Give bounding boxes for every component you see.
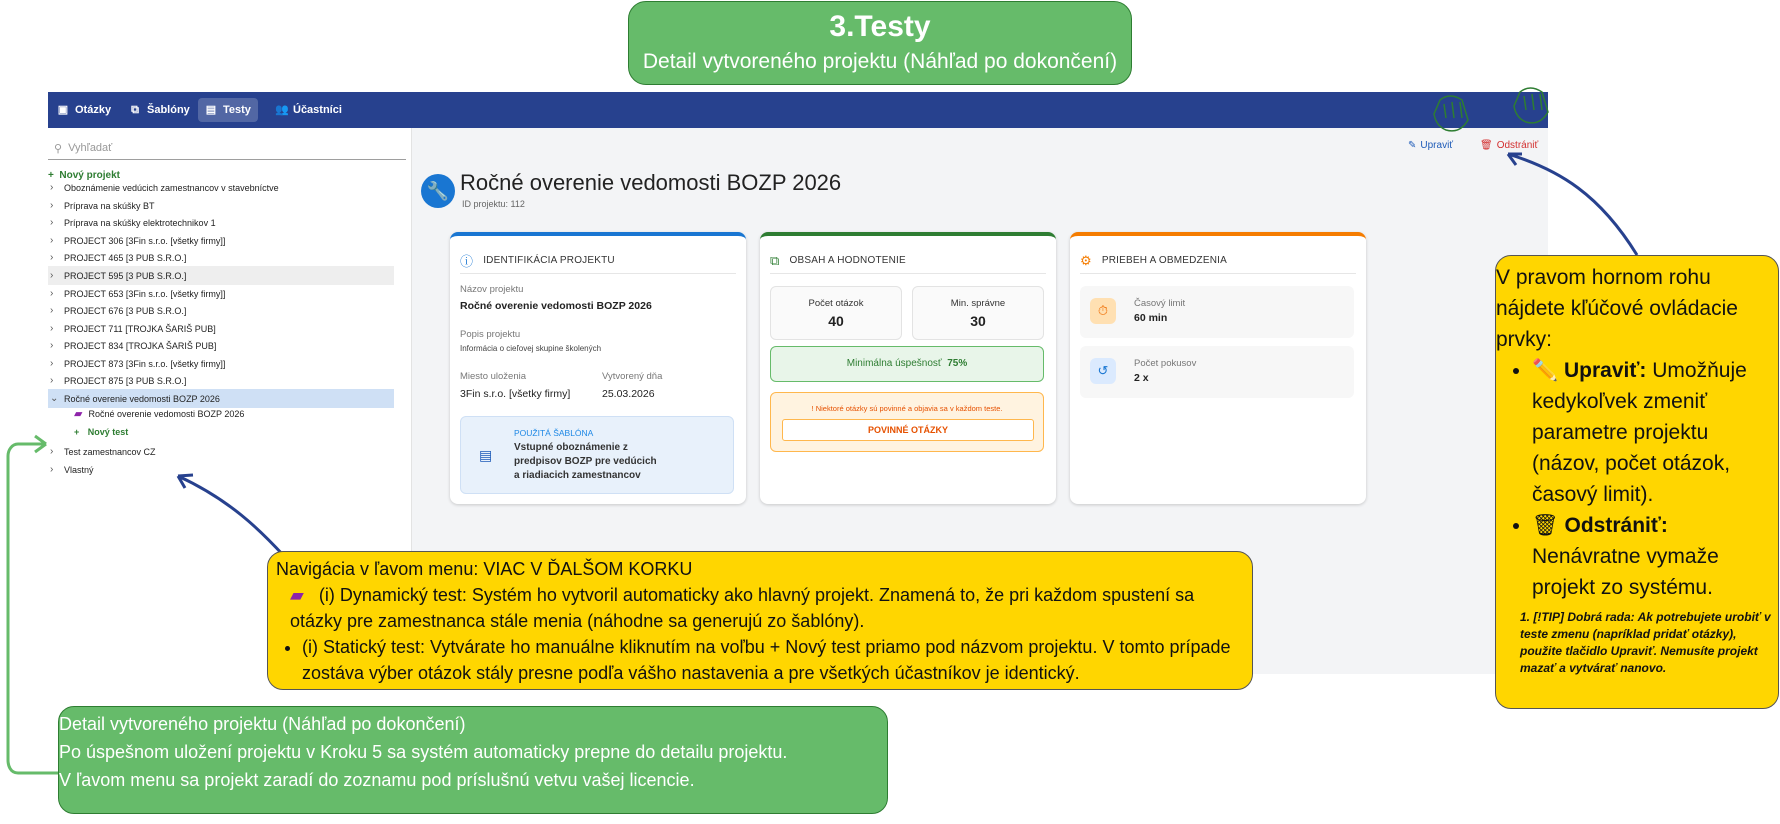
callout-tip: 1. [!TIP] Dobrá rada: Ak potrebujete urobiť v teste zmenu (napríklad pridať otázky), použite tlačidlo Upraviť. Nemusíte projekt mazať a vytvárať nanovo. <box>1520 610 1771 675</box>
card-heading <box>770 248 1046 274</box>
search-icon: ⚲ <box>54 143 63 155</box>
question-count-label: Počet otázok <box>808 298 864 309</box>
callout-detail <box>58 706 888 814</box>
chevron-right-icon: › <box>50 446 54 457</box>
sidebar-item-label: PROJECT 873 [3Fin s.r.o. [všetky firmy]] <box>64 358 226 369</box>
callout-detail-line: V ľavom menu sa projekt zaradí do zoznamu pod príslušnú vetvu vašej licencie. <box>59 770 695 790</box>
sidebar-item-label: Príprava na skúšky BT <box>64 200 155 211</box>
sidebar-item-label: PROJECT 711 [TROJKA ŠARIŠ PUB] <box>64 323 216 334</box>
sidebar-sub-test-label: Ročné overenie vedomosti BOZP 2026 <box>88 408 245 419</box>
card-project-identification <box>450 232 746 504</box>
search-placeholder: Vyhľadať <box>68 142 113 154</box>
name-value: Ročné overenie vedomosti BOZP 2026 <box>460 300 652 312</box>
chevron-right-icon: › <box>50 182 54 193</box>
plus-icon: + <box>74 427 82 437</box>
plus-icon: + <box>48 170 60 181</box>
chevron-down-icon: ⌄ <box>50 393 59 404</box>
new-test-label: Nový test <box>87 427 129 437</box>
sidebar-item-label: PROJECT 676 [3 PUB S.R.O.] <box>64 305 187 316</box>
min-correct-value: 30 <box>970 313 986 329</box>
nav-item-questions[interactable] <box>50 98 118 122</box>
nav-item-label: Účastníci <box>293 104 342 116</box>
mandatory-warning-box <box>770 392 1044 452</box>
warning-text: ! Niektoré otázky sú povinné a objavia sa v každom teste. <box>811 404 1003 413</box>
callout-navigation <box>267 551 1253 690</box>
sidebar-item[interactable] <box>48 266 394 285</box>
card-heading-label: PRIEBEH A OBMEDZENIA <box>1101 255 1228 266</box>
card-heading <box>460 248 736 274</box>
callout-detail-line: Detail vytvoreného projektu (Náhľad po dokončení) <box>59 714 466 734</box>
project-id: ID projektu: 112 <box>462 199 525 209</box>
delete-label: Odstrániť <box>1496 140 1539 151</box>
sidebar-item[interactable] <box>48 371 394 390</box>
sidebar-item[interactable] <box>48 248 394 267</box>
card-heading-label: IDENTIFIKÁCIA PROJEKTU <box>483 255 615 266</box>
chevron-right-icon: › <box>50 358 54 369</box>
sidebar-item-label: PROJECT 595 [3 PUB S.R.O.] <box>64 270 187 281</box>
timer-icon: ⏱ <box>1090 298 1116 324</box>
gear-icon: ⚙ <box>1080 252 1092 268</box>
nav-item-tests[interactable] <box>198 98 258 122</box>
sidebar-item[interactable] <box>48 336 394 355</box>
callout-tip-text: [!TIP] Dobrá rada: Ak potrebujete urobiť v teste zmenu (napríklad pridať otázky), použite tlačidlo Upraviť. Nemusíte projekt mazať a vytvárať nanovo. <box>1520 610 1771 675</box>
arrowhead <box>35 436 46 452</box>
new-project-label: Nový projekt <box>59 170 120 181</box>
success-rate-label: Minimálna úspešnosť <box>846 358 942 369</box>
min-correct-label: Min. správne <box>950 298 1006 309</box>
trash-icon: 🗑 <box>1532 514 1559 537</box>
callout-item-edit <box>1532 355 1778 510</box>
time-limit-label: Časový limit <box>1134 298 1186 309</box>
sidebar-item-label: PROJECT 834 [TROJKA ŠARIŠ PUB] <box>64 340 217 351</box>
sidebar-sub-test[interactable] <box>74 407 244 420</box>
attempts-value: 2 x <box>1134 372 1149 384</box>
templates-icon: ⧉ <box>131 104 139 116</box>
min-correct-box <box>912 286 1044 340</box>
edit-button[interactable] <box>1408 140 1453 151</box>
title-banner <box>628 1 1132 85</box>
template-value: Vstupné oboznámenie z predpisov BOZP pre vedúcich a riadiacich zamestnancov <box>514 442 657 481</box>
tests-icon: ▤ <box>205 104 217 116</box>
location-label: Miesto uloženia <box>460 371 527 382</box>
attempts-label: Počet pokusov <box>1134 358 1197 369</box>
sidebar-item[interactable] <box>48 178 394 197</box>
sidebar-item-label: PROJECT 306 [3Fin s.r.o. [všetky firmy]] <box>64 235 226 246</box>
callout-delete-title: Odstrániť: <box>1564 514 1668 537</box>
question-count-box <box>770 286 902 340</box>
sidebar-item-label: PROJECT 875 [3 PUB S.R.O.] <box>64 375 187 386</box>
sidebar-item[interactable] <box>48 213 394 232</box>
callout-list <box>1532 355 1778 603</box>
nav-item-templates[interactable] <box>122 98 197 122</box>
sidebar-item-label: Príprava na skúšky elektrotechnikov 1 <box>64 217 216 228</box>
delete-button[interactable] <box>1480 140 1538 151</box>
question-count-value: 40 <box>828 313 844 329</box>
created-label: Vytvorený dňa <box>602 371 663 382</box>
top-navigation-bar <box>48 92 1548 128</box>
card-heading-label: OBSAH A HODNOTENIE <box>789 255 906 266</box>
document-icon: ▤ <box>479 447 493 463</box>
callout-static-text: • (i) Statický test: Vytvárate ho manuálne kliknutím na voľbu + Nový test priamo pod názvom projektu. V tomto prípade zostáva výber otázok stály presne podľa vášho nastavenia a pre všetkých účastníkov je identický. <box>302 634 1244 686</box>
sidebar-item-label: Ročné overenie vedomosti BOZP 2026 <box>64 393 220 404</box>
sidebar-item[interactable] <box>48 460 394 479</box>
chevron-right-icon: › <box>50 200 54 211</box>
description-label: Popis projektu <box>460 329 521 340</box>
callout-controls <box>1495 255 1779 709</box>
chevron-right-icon: › <box>50 252 54 263</box>
callout-navigation-list <box>302 634 1244 686</box>
nav-item-label: Otázky <box>75 104 112 116</box>
edit-label: Upraviť <box>1420 140 1454 151</box>
sidebar-item-label: Vlastný <box>64 464 94 475</box>
banner-subtitle: Detail vytvoreného projektu (Náhľad po dokončení) <box>642 50 1118 73</box>
time-limit-box <box>1080 286 1354 338</box>
chevron-right-icon: › <box>50 305 54 316</box>
callout-navigation-heading: Navigácia v ľavom menu: VIAC V ĎALŠOM KORKU <box>276 559 693 579</box>
location-value: 3Fin s.r.o. [všetky firmy] <box>460 388 571 400</box>
callout-item-delete <box>1532 510 1778 603</box>
attempts-box <box>1080 346 1354 398</box>
search-input[interactable] <box>48 136 406 160</box>
template-label: POUŽITÁ ŠABLÓNA <box>514 428 594 438</box>
template-box <box>460 416 734 494</box>
nav-item-label: Šablóny <box>147 104 190 116</box>
nav-item-label: Testy <box>223 104 251 116</box>
participants-icon: 👥 <box>275 104 289 116</box>
callout-intro: V pravom hornom rohu nájdete kľúčové ovládacie prvky: <box>1496 266 1738 351</box>
dynamic-test-icon: ▰ <box>74 408 83 420</box>
nav-item-participants[interactable] <box>268 98 349 122</box>
pencil-icon: ✏️ <box>1532 359 1559 382</box>
callout-delete-text: Nenávratne vymaže projekt zo systému. <box>1532 545 1719 599</box>
chevron-right-icon: › <box>50 375 54 386</box>
name-label: Názov projektu <box>460 284 524 295</box>
time-limit-value: 60 min <box>1134 312 1168 324</box>
questions-icon: ▣ <box>57 104 69 116</box>
chevron-right-icon: › <box>50 288 54 299</box>
card-process-limits <box>1070 232 1366 504</box>
trash-icon: 🗑 <box>1480 140 1493 151</box>
mandatory-questions-button[interactable]: POVINNÉ OTÁZKY <box>782 419 1034 441</box>
chevron-right-icon: › <box>50 323 54 334</box>
sidebar-item[interactable] <box>48 442 394 461</box>
card-heading <box>1080 248 1356 274</box>
chevron-right-icon: › <box>50 340 54 351</box>
chevron-right-icon: › <box>50 217 54 228</box>
wrench-icon: 🔧 <box>421 174 455 208</box>
sidebar-item-label: Oboznámenie vedúcich zamestnancov v stavebníctve <box>64 182 279 193</box>
sidebar-item-label: PROJECT 653 [3Fin s.r.o. [všetky firmy]] <box>64 288 226 299</box>
chevron-right-icon: › <box>50 270 54 281</box>
replay-icon: ↺ <box>1090 358 1116 384</box>
dynamic-test-icon: ▰ <box>290 585 304 605</box>
pencil-icon: ✎ <box>1408 140 1417 151</box>
callout-detail-line: Po úspešnom uložení projektu v Kroku 5 sa systém automaticky prepne do detailu projektu. <box>59 742 788 762</box>
callout-edit-text: Umožňuje kedykoľvek zmeniť parametre projektu (názov, počet otázok, časový limit). <box>1532 359 1747 506</box>
success-rate-value: 75% <box>947 358 968 369</box>
banner-title: 3.Testy <box>829 10 931 43</box>
library-icon: ⧉ <box>770 252 780 268</box>
sidebar-item-selected[interactable] <box>48 389 394 408</box>
created-value: 25.03.2026 <box>602 388 655 400</box>
description-value: Informácia o cieľovej skupine školených <box>460 344 602 353</box>
success-rate-box <box>770 346 1044 382</box>
sidebar-item[interactable] <box>48 301 394 320</box>
sidebar-item-label: PROJECT 465 [3 PUB S.R.O.] <box>64 252 187 263</box>
chevron-right-icon: › <box>50 464 54 475</box>
callout-dynamic-test <box>276 582 1244 634</box>
page-title: Ročné overenie vedomosti BOZP 2026 <box>460 170 842 195</box>
card-content-evaluation <box>760 232 1056 504</box>
sidebar-item-label: Test zamestnancov CZ <box>64 446 156 457</box>
callout-dynamic-text: (i) Dynamický test: Systém ho vytvoril automaticky ako hlavný projekt. Znamená to, že pri každom spustení sa otázky pre zamestnanca stále menia (náhodne sa generujú zo šablóny). <box>290 585 1195 631</box>
callout-edit-title: Upraviť: <box>1564 359 1647 382</box>
info-icon: ⓘ <box>460 254 474 269</box>
chevron-right-icon: › <box>50 235 54 246</box>
new-test-button[interactable] <box>74 427 128 437</box>
